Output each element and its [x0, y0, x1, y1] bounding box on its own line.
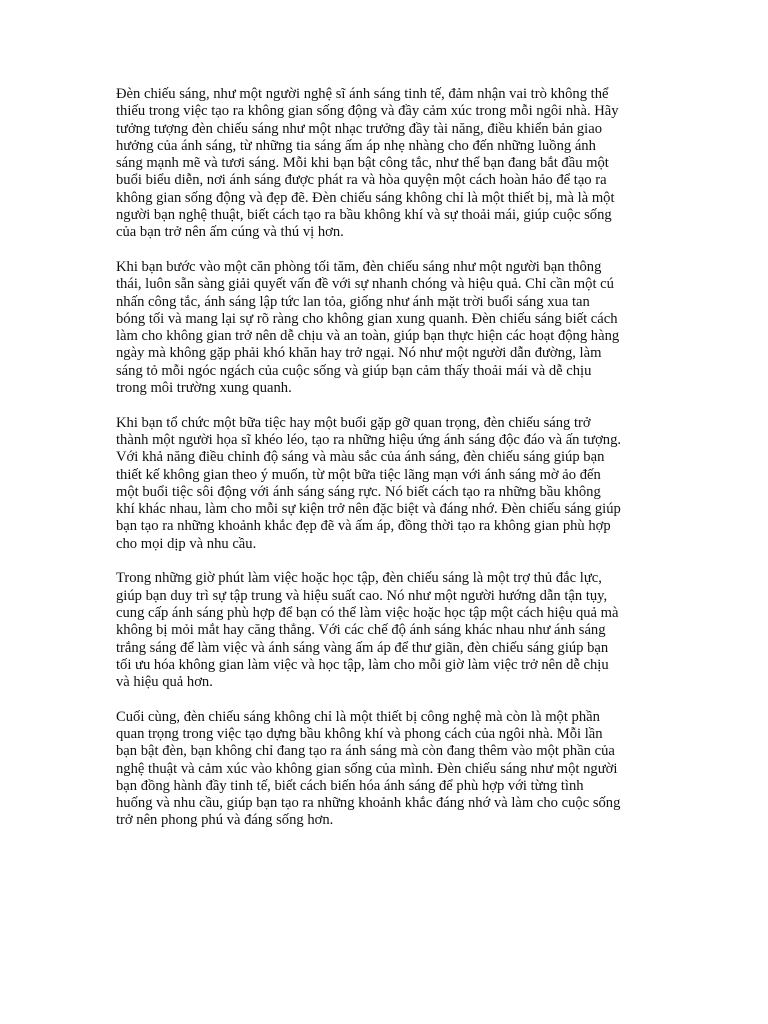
paragraph-5: Cuối cùng, đèn chiếu sáng không chỉ là một thiết bị công nghệ mà còn là một phần quan trọng trong việc tạo dựng bầu không khí và phong cách của ngôi nhà. Mỗi lần bạn bật đèn, bạn không chỉ đang tạo ra ánh sáng mà còn đang thêm vào một phần của nghệ thuật và cảm xúc vào không gian sống của mình. Đèn chiếu sáng như một người bạn đồng hành đầy tinh tế, biết cách biến hóa ánh sáng để phù hợp với từng tình huống và nhu cầu, giúp bạn tạo ra những khoảnh khắc đáng nhớ và làm cho cuộc sống trở nên phong phú và đáng sống hơn.	[116, 708, 621, 829]
paragraph-2: Khi bạn bước vào một căn phòng tối tăm, đèn chiếu sáng như một người bạn thông thái, luôn sẵn sàng giải quyết vấn đề với sự nhanh chóng và hiệu quả. Chỉ cần một cú nhấn công tắc, ánh sáng lập tức lan tỏa, giống như ánh mặt trời buổi sáng xua tan bóng tối và mang lại sự rõ ràng cho không gian xung quanh. Đèn chiếu sáng biết cách làm cho không gian trở nên dễ chịu và an toàn, giúp bạn thực hiện các hoạt động hàng ngày mà không gặp phải khó khăn hay trở ngại. Nó như một người dẫn đường, làm sáng tỏ mỗi ngóc ngách của cuộc sống và giúp bạn cảm thấy thoải mái và dễ chịu trong môi trường xung quanh.	[116, 258, 620, 397]
paragraph-1: Đèn chiếu sáng, như một người nghệ sĩ ánh sáng tinh tế, đảm nhận vai trò không thể thiếu trong việc tạo ra không gian sống động và đầy cảm xúc trong mỗi ngôi nhà. Hãy tưởng tượng đèn chiếu sáng như một nhạc trưởng đầy tài năng, điều khiển bản giao hưởng của ánh sáng, từ những tia sáng ấm áp nhẹ nhàng cho đến những luồng ánh sáng mạnh mẽ và tươi sáng. Mỗi khi bạn bật công tắc, như thể bạn đang bắt đầu một buổi biểu diễn, nơi ánh sáng được phát ra và hòa quyện một cách hoàn hảo để tạo ra không gian sống động và đẹp đẽ. Đèn chiếu sáng không chỉ là một thiết bị, mà là một người bạn nghệ thuật, biết cách tạo ra bầu không khí và sự thoải mái, giúp cuộc sống của bạn trở nên ấm cúng và thú vị hơn.	[116, 86, 619, 241]
paragraph-3: Khi bạn tổ chức một bữa tiệc hay một buổi gặp gỡ quan trọng, đèn chiếu sáng trở thành một người họa sĩ khéo léo, tạo ra những hiệu ứng ánh sáng độc đáo và ấn tượng. Với khả năng điều chỉnh độ sáng và màu sắc của ánh sáng, đèn chiếu sáng giúp bạn thiết kế không gian theo ý muốn, từ một bữa tiệc lãng mạn với ánh sáng mờ ảo đến một buổi tiệc sôi động với ánh sáng sáng rực. Nó biết cách tạo ra những bầu không khí khác nhau, làm cho mỗi sự kiện trở nên đặc biệt và đáng nhớ. Đèn chiếu sáng giúp bạn tạo ra những khoảnh khắc đẹp đẽ và ấm áp, đồng thời tạo ra không gian phù hợp cho mọi dịp và nhu cầu.	[116, 414, 622, 552]
document-body	[116, 86, 656, 847]
paragraph-4: Trong những giờ phút làm việc hoặc học tập, đèn chiếu sáng là một trợ thủ đắc lực, giúp bạn duy trì sự tập trung và hiệu suất cao. Nó như một người hướng dẫn tận tụy, cung cấp ánh sáng phù hợp để bạn có thể làm việc hoặc học tập một cách hiệu quả mà không bị mỏi mắt hay căng thẳng. Với các chế độ ánh sáng khác nhau như ánh sáng trắng sáng để làm việc và ánh sáng vàng ấm áp để thư giãn, đèn chiếu sáng giúp bạn tối ưu hóa không gian làm việc và học tập, làm cho mỗi giờ làm việc trở nên dễ chịu và hiệu quả hơn.	[116, 570, 619, 691]
